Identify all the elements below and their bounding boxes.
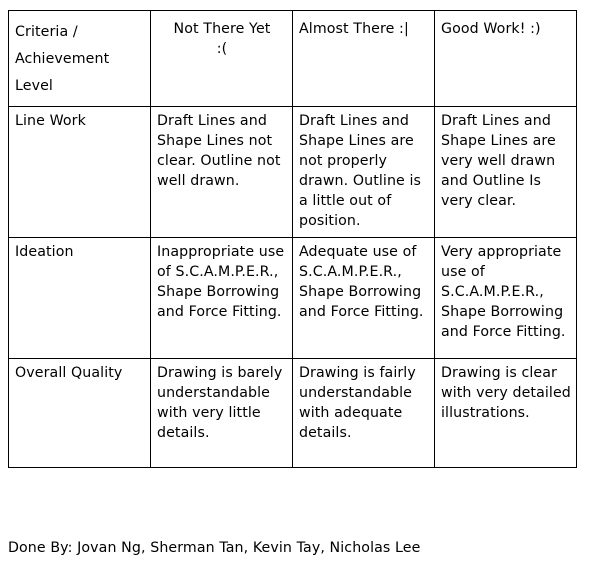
good-work-label: Good Work! :) [441,21,541,37]
not-there-yet-cell: Inappropriate use of S.C.A.M.P.E.R., Shape Borrowing and Force Fitting. [151,238,293,359]
good-work-header [435,11,577,107]
criterion-cell: Overall Quality [9,359,151,468]
not-there-yet-emoticon: :( [216,41,228,57]
credits-footer: Done By: Jovan Ng, Sherman Tan, Kevin Tay, Nicholas Lee [8,540,421,556]
not-there-yet-cell: Draft Lines and Shape Lines not clear. Outline not well drawn. [151,107,293,238]
almost-there-cell: Drawing is fairly understandable with adequate details. [293,359,435,468]
not-there-yet-cell: Drawing is barely understandable with very little details. [151,359,293,468]
header-row [9,11,577,107]
good-work-cell: Draft Lines and Shape Lines are very well drawn and Outline Is very clear. [435,107,577,238]
criterion-cell: Line Work [9,107,151,238]
rubric-table [8,10,577,468]
almost-there-cell: Adequate use of S.C.A.M.P.E.R., Shape Borrowing and Force Fitting. [293,238,435,359]
not-there-yet-label: Not There Yet [173,21,271,37]
good-work-cell: Very appropriate use of S.C.A.M.P.E.R., Shape Borrowing and Force Fitting. [435,238,577,359]
not-there-yet-header [151,11,293,107]
almost-there-cell: Draft Lines and Shape Lines are not properly drawn. Outline is a little out of position. [293,107,435,238]
table-row-line-work [9,107,577,238]
good-work-cell: Drawing is clear with very detailed illustrations. [435,359,577,468]
table-row-overall-quality [9,359,577,468]
criteria-header-line2: Achievement [15,51,110,67]
table-row-ideation [9,238,577,359]
criteria-header-line1: Criteria / [15,24,78,40]
criteria-header-line3: Level [15,78,53,94]
almost-there-label: Almost There :| [299,21,409,37]
criterion-cell: Ideation [9,238,151,359]
almost-there-header [293,11,435,107]
criteria-header-cell [9,11,151,107]
